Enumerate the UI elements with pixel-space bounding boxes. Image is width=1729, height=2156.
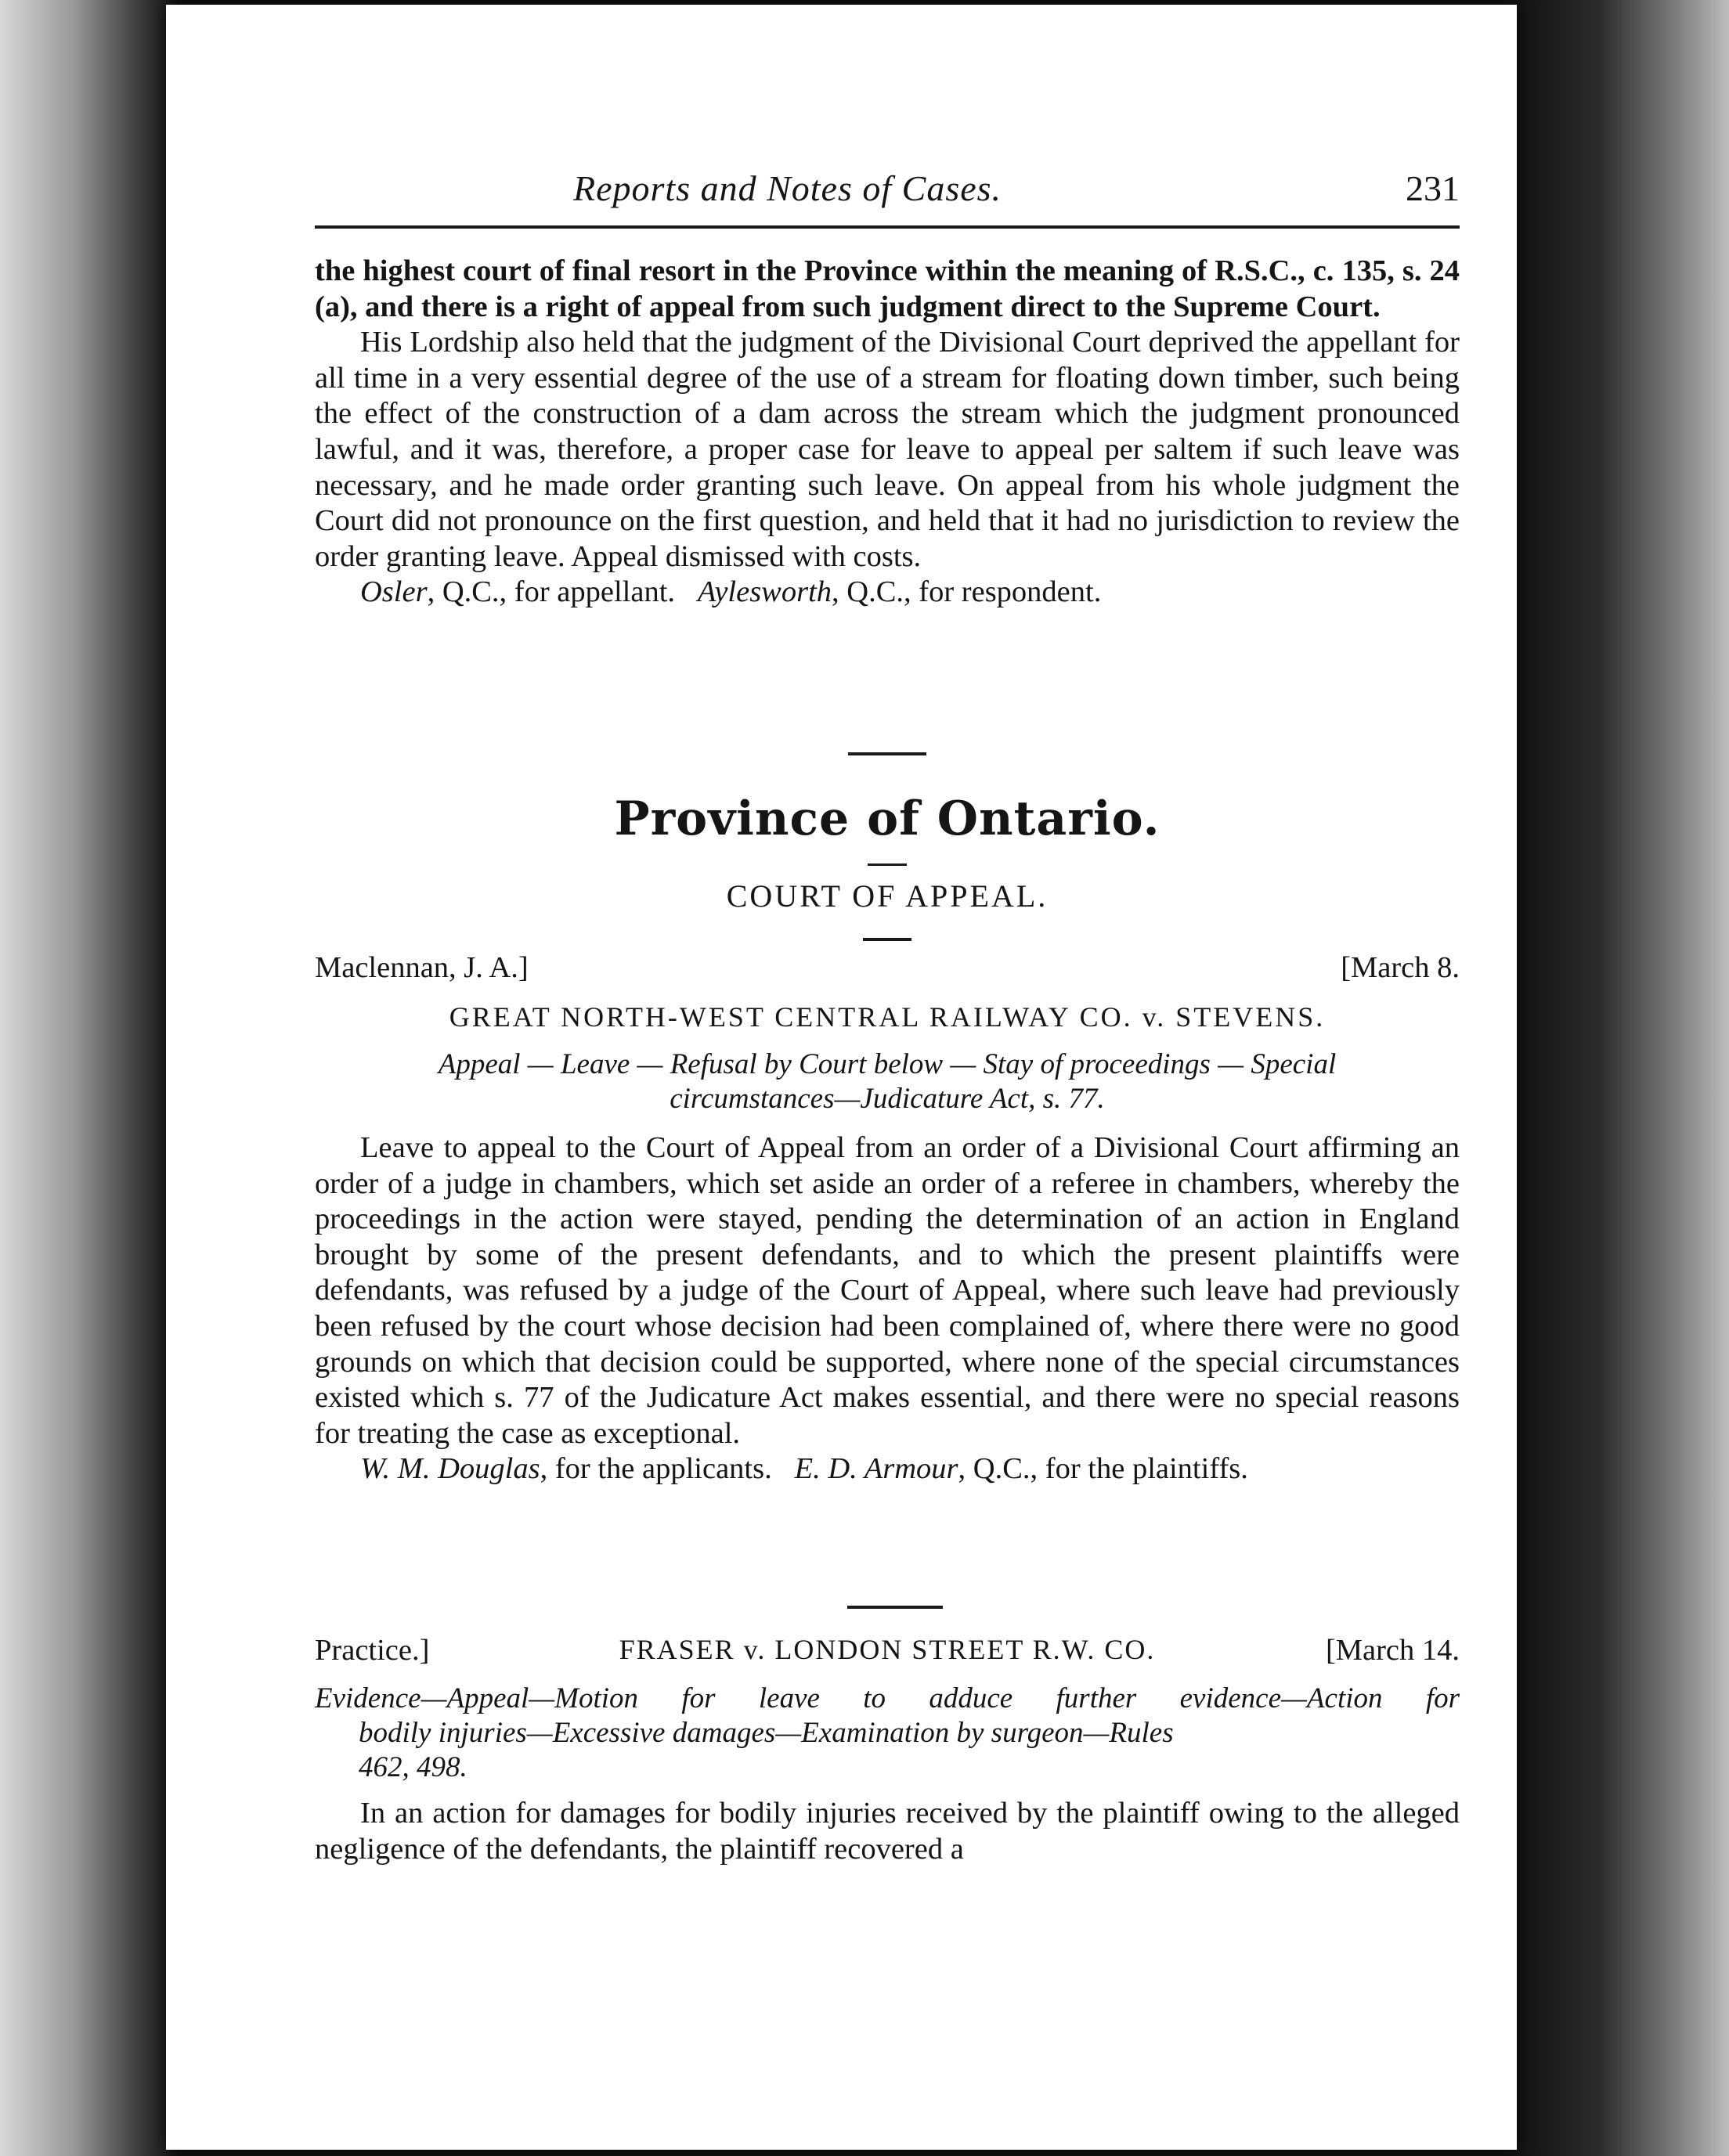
case2-report <box>315 1796 1460 1867</box>
carryover-paragraph-1: the highest court of final resort in the Province within the meaning of R.S.C., c. 135, s. 24 (a), and there is a right of appeal from such judgment direct to the Supreme Court. <box>315 254 1460 323</box>
case1-style-of-cause: GREAT NORTH-WEST CENTRAL RAILWAY CO. v. STEVENS. <box>449 1001 1326 1033</box>
case1-judge: Maclennan, J. A.] <box>315 951 529 984</box>
running-head <box>315 160 1460 218</box>
case1-counsel-line <box>315 1451 1460 1487</box>
counsel-plaintiffs-name: E. D. Armour <box>794 1452 958 1486</box>
case1-report <box>315 1130 1460 1487</box>
book-page <box>166 5 1517 2150</box>
section-divider <box>848 752 926 755</box>
header-rule <box>315 225 1460 229</box>
case2-label: Practice.] <box>315 1634 430 1667</box>
province-divider <box>868 863 907 866</box>
counsel-appellant-name: Osler <box>360 575 428 609</box>
counsel-appellant-role: , Q.C., for appellant. <box>427 575 676 609</box>
case-divider <box>847 1606 943 1609</box>
province-heading: Province of Ontario. <box>614 791 1160 846</box>
counsel-plaintiffs-role: , Q.C., for the plaintiffs. <box>958 1452 1248 1486</box>
case1-body: Leave to appeal to the Court of Appeal from an order of a Divisional Court affirming an order of a judge in chambers, which set aside an order of a referee in chambers, whereby the proceedings in the action were stayed, pending the determination of an action in England brought by some of the present defendants, and to which the present plaintiffs were defendants, was refused by a judge of the Court of Appeal, where such leave had previously been refused by the court whose decision had been complained of, where there were no good grounds on which that decision could be supported, where none of the special circumstances existed which s. 77 of the Judicature Act makes essential, and there were no special reasons for treating the case as exceptional. <box>315 1131 1460 1450</box>
case2-style-of-cause: FRASER v. LONDON STREET R.W. CO. <box>619 1634 1156 1665</box>
case2-body: In an action for damages for bodily injuries received by the plaintiff owing to the alleged negligence of the defendants, the plaintiff recovered a <box>315 1797 1460 1866</box>
scan-border-right <box>1510 0 1729 2156</box>
case1-date: [March 8. <box>1341 951 1460 984</box>
scan-border-left <box>0 0 180 2156</box>
counsel-respondent-role: , Q.C., for respondent. <box>832 575 1102 609</box>
case1-headnote <box>315 1047 1460 1116</box>
carryover-paragraph-2: His Lordship also held that the judgment of the Divisional Court deprived the appellant for all time in a very essential degree of the use of a stream for floating down timber, such being the effect of the construction of a dam across the stream which the judgment pronounced lawful, and it was, therefore, a proper case for leave to appeal per saltem if such leave was necessary, and he made order granting such leave. On appeal from his whole judgment the Court did not pronounce on the first question, and held that it had no jurisdiction to review the order granting leave. Appeal dismissed with costs. <box>315 326 1460 573</box>
case2-headnote-line-1: Evidence—Appeal—Motion for leave to adduce further evidence—Action for <box>315 1682 1460 1714</box>
carryover-report <box>315 254 1460 611</box>
counsel-line <box>315 575 1460 611</box>
court-heading: COURT OF APPEAL. <box>726 878 1049 914</box>
case2-headnote <box>315 1682 1460 1785</box>
counsel-respondent-name: Aylesworth <box>697 575 832 609</box>
case2-headnote-line-3: 462, 498. <box>359 1751 467 1783</box>
counsel-applicants-name: W. M. Douglas <box>360 1452 540 1486</box>
court-divider <box>863 938 911 941</box>
case1-headnote-line-2: circumstances—Judicature Act, s. 77. <box>670 1083 1105 1115</box>
case1-headnote-line-1: Appeal — Leave — Refusal by Court below — Stay of proceedings — Special <box>438 1048 1337 1080</box>
case2-date: [March 14. <box>1325 1634 1460 1667</box>
case2-headnote-line-2: bodily injuries—Excessive damages—Examination by surgeon—Rules <box>359 1717 1174 1749</box>
page-number: 231 <box>1406 168 1460 208</box>
running-title: Reports and Notes of Cases. <box>573 168 1002 208</box>
counsel-applicants-role: , for the applicants. <box>540 1452 772 1486</box>
